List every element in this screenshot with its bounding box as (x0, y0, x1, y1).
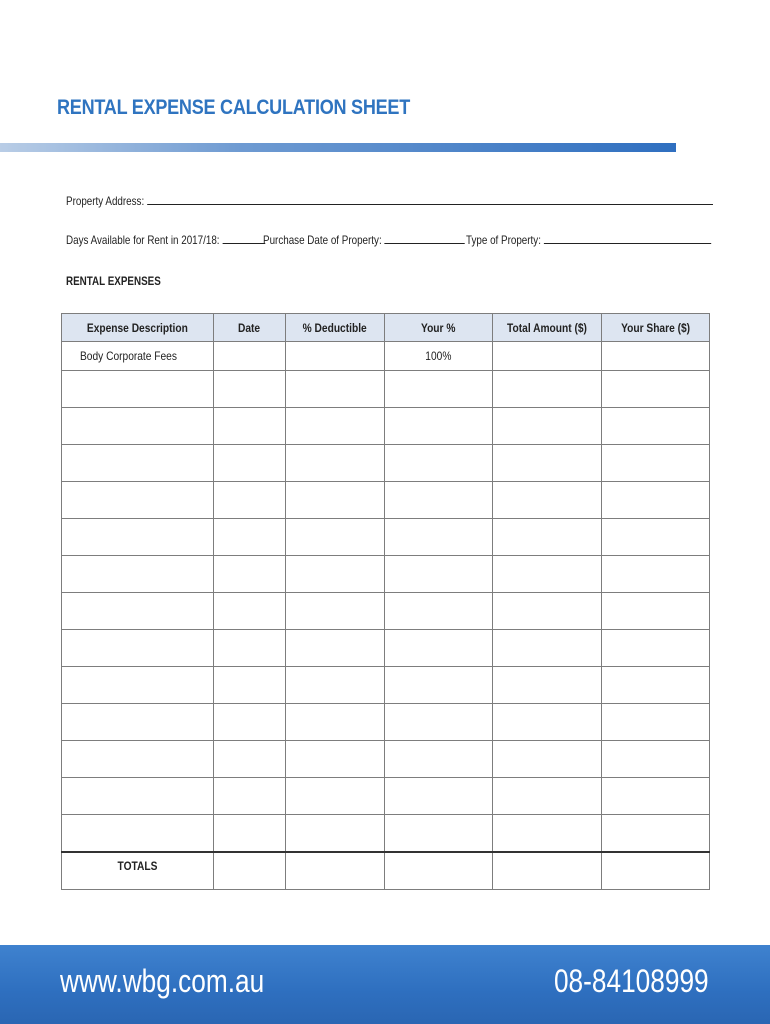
table-row (62, 445, 710, 482)
property-address-field[interactable] (147, 193, 713, 205)
column-header-date: Date (214, 314, 286, 342)
cell-your-share[interactable] (602, 482, 710, 519)
table-row (62, 815, 710, 853)
cell-total-amount[interactable] (493, 778, 602, 815)
column-header-total-amount: Total Amount ($) (493, 314, 602, 342)
cell-total-amount[interactable] (493, 667, 602, 704)
cell-expense-description[interactable] (62, 667, 214, 704)
property-address-row (66, 193, 713, 208)
totals-deductible[interactable] (286, 852, 385, 890)
table-row (62, 630, 710, 667)
cell-deductible[interactable] (286, 778, 385, 815)
type-of-property-field[interactable] (544, 232, 711, 244)
table-row (62, 408, 710, 445)
table-row (62, 593, 710, 630)
title-underline-bar (0, 143, 676, 152)
cell-total-amount[interactable] (493, 342, 602, 371)
cell-expense-description[interactable] (62, 371, 214, 408)
cell-deductible[interactable] (286, 741, 385, 778)
cell-deductible[interactable] (286, 371, 385, 408)
column-header-expense-description: Expense Description (62, 314, 214, 342)
cell-your-share[interactable] (602, 593, 710, 630)
cell-your-percent[interactable] (385, 371, 493, 408)
cell-total-amount[interactable] (493, 519, 602, 556)
cell-date[interactable] (214, 408, 286, 445)
cell-date[interactable] (214, 630, 286, 667)
table-row (62, 371, 710, 408)
cell-total-amount[interactable] (493, 371, 602, 408)
table-row (62, 741, 710, 778)
cell-date[interactable] (214, 778, 286, 815)
table-row (62, 778, 710, 815)
cell-date[interactable] (214, 519, 286, 556)
cell-your-percent[interactable] (385, 445, 493, 482)
cell-your-share[interactable] (602, 778, 710, 815)
cell-your-share[interactable] (602, 519, 710, 556)
table-header-row (62, 314, 710, 342)
column-header-your-percent: Your % (385, 314, 493, 342)
cell-date[interactable] (214, 482, 286, 519)
cell-expense-description[interactable] (62, 815, 214, 853)
cell-expense-description[interactable] (62, 593, 214, 630)
cell-expense-description[interactable] (62, 778, 214, 815)
footer-website-link[interactable]: www.wbg.com.au (60, 963, 265, 999)
cell-your-share[interactable] (602, 704, 710, 741)
cell-your-share[interactable] (602, 371, 710, 408)
cell-deductible[interactable] (286, 482, 385, 519)
cell-deductible[interactable] (286, 630, 385, 667)
cell-your-percent[interactable] (385, 408, 493, 445)
cell-your-percent[interactable] (385, 667, 493, 704)
cell-your-share[interactable] (602, 741, 710, 778)
cell-deductible[interactable] (286, 556, 385, 593)
cell-your-share[interactable] (602, 556, 710, 593)
cell-total-amount[interactable] (493, 445, 602, 482)
cell-your-percent[interactable] (385, 778, 493, 815)
cell-expense-description[interactable] (62, 408, 214, 445)
table-row (62, 704, 710, 741)
cell-date[interactable] (214, 342, 286, 371)
cell-expense-description[interactable] (62, 741, 214, 778)
table-row (62, 482, 710, 519)
totals-label: TOTALS (62, 852, 214, 890)
purchase-date-label: Purchase Date of Property: (263, 233, 382, 247)
cell-your-percent[interactable] (385, 482, 493, 519)
cell-date[interactable] (214, 741, 286, 778)
cell-total-amount[interactable] (493, 815, 602, 853)
cell-date[interactable] (214, 704, 286, 741)
cell-your-share[interactable] (602, 815, 710, 853)
column-header-deductible: % Deductible (286, 314, 385, 342)
cell-expense-description[interactable] (62, 445, 214, 482)
cell-deductible[interactable] (286, 593, 385, 630)
cell-deductible[interactable] (286, 815, 385, 853)
expense-table (61, 313, 710, 890)
table-row (62, 342, 710, 371)
cell-expense-description[interactable] (62, 704, 214, 741)
cell-your-percent[interactable] (385, 519, 493, 556)
cell-total-amount[interactable] (493, 704, 602, 741)
totals-your-share[interactable] (602, 852, 710, 890)
days-available-field[interactable] (222, 232, 265, 244)
cell-date[interactable] (214, 815, 286, 853)
cell-total-amount[interactable] (493, 408, 602, 445)
table-row (62, 667, 710, 704)
cell-total-amount[interactable] (493, 593, 602, 630)
cell-your-share[interactable] (602, 630, 710, 667)
type-of-property-row (466, 232, 711, 247)
cell-expense-description[interactable] (62, 482, 214, 519)
cell-your-percent[interactable] (385, 704, 493, 741)
footer-banner (0, 945, 770, 1024)
cell-your-percent[interactable] (385, 741, 493, 778)
cell-expense-description[interactable] (62, 519, 214, 556)
cell-your-share[interactable] (602, 342, 710, 371)
cell-expense-description[interactable] (62, 630, 214, 667)
cell-your-percent[interactable] (385, 815, 493, 853)
cell-your-share[interactable] (602, 445, 710, 482)
cell-date[interactable] (214, 556, 286, 593)
cell-deductible[interactable] (286, 704, 385, 741)
property-address-label: Property Address: (66, 194, 145, 208)
cell-your-share[interactable] (602, 667, 710, 704)
table-row (62, 519, 710, 556)
totals-your-percent[interactable] (385, 852, 493, 890)
cell-date[interactable] (214, 667, 286, 704)
totals-date[interactable] (214, 852, 286, 890)
cell-date[interactable] (214, 593, 286, 630)
rental-expenses-heading: RENTAL EXPENSES (66, 274, 161, 288)
cell-deductible[interactable] (286, 667, 385, 704)
cell-your-percent[interactable] (385, 593, 493, 630)
cell-expense-description[interactable]: Body Corporate Fees (62, 342, 214, 371)
cell-total-amount[interactable] (493, 556, 602, 593)
totals-row (62, 852, 710, 890)
days-available-row (66, 232, 265, 247)
column-header-your-share: Your Share ($) (602, 314, 710, 342)
purchase-date-field[interactable] (384, 232, 464, 244)
cell-deductible[interactable] (286, 342, 385, 371)
purchase-date-row (263, 232, 465, 247)
totals-total-amount[interactable] (493, 852, 602, 890)
days-available-label: Days Available for Rent in 2017/18: (66, 233, 220, 247)
table-row (62, 556, 710, 593)
footer-phone-number: 08-84108999 (554, 963, 709, 999)
cell-total-amount[interactable] (493, 482, 602, 519)
cell-deductible[interactable] (286, 408, 385, 445)
type-of-property-label: Type of Property: (466, 233, 541, 247)
page-title: RENTAL EXPENSE CALCULATION SHEET (57, 96, 410, 119)
cell-total-amount[interactable] (493, 630, 602, 667)
cell-total-amount[interactable] (493, 741, 602, 778)
cell-your-percent[interactable]: 100% (385, 342, 493, 371)
cell-your-percent[interactable] (385, 556, 493, 593)
cell-your-share[interactable] (602, 408, 710, 445)
cell-deductible[interactable] (286, 519, 385, 556)
cell-expense-description[interactable] (62, 556, 214, 593)
cell-deductible[interactable] (286, 445, 385, 482)
cell-your-percent[interactable] (385, 630, 493, 667)
cell-date[interactable] (214, 445, 286, 482)
cell-date[interactable] (214, 371, 286, 408)
